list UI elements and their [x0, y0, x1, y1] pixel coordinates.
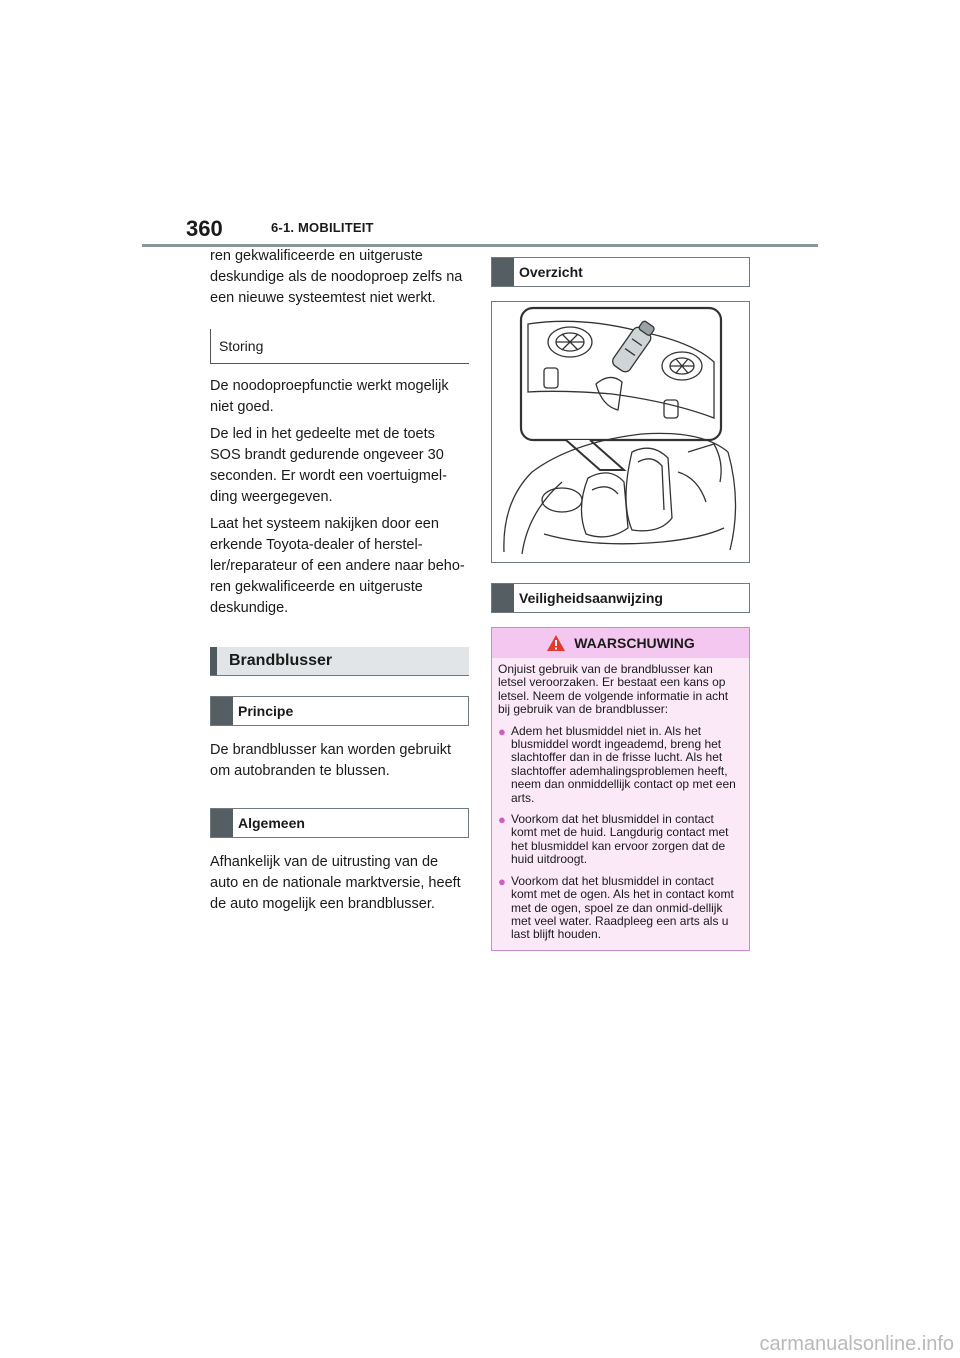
bullet-icon: ●: [498, 812, 506, 828]
veiligheid-heading-label: Veiligheidsaanwijzing: [519, 590, 663, 606]
chapter-title: 6-1. MOBILITEIT: [271, 220, 374, 235]
page-number: 360: [186, 216, 223, 241]
principe-paragraph: De brandblusser kan worden gebruikt om autobranden te blussen.: [210, 742, 451, 779]
principe-heading-label: Principe: [238, 703, 294, 719]
car-interior-drawing: [492, 302, 749, 560]
section-heading-label: Brandblusser: [229, 652, 333, 669]
storing-heading-label: Storing: [219, 338, 264, 354]
warning-box: [491, 627, 750, 951]
warning-item: [498, 875, 741, 942]
algemeen-paragraph: Afhankelijk van de uitrusting van de auto en de nationale marktversie, heeft de auto mogelijk een brandblusser.: [210, 854, 461, 912]
warning-item-text: Adem het blusmiddel niet in. Als het blusmiddel wordt ingeademd, breng het slachtoffer dan in de frisse lucht. Als het slachtoffer ademhalingsproblemen heeft, neem dan onmiddellijk contact op met een arts.: [511, 723, 736, 805]
warning-item: [498, 725, 741, 805]
warning-title: WAARSCHUWING: [574, 635, 695, 651]
subheading-bar: [492, 258, 514, 286]
left-column: [210, 246, 469, 921]
overzicht-heading-label: Overzicht: [519, 264, 583, 280]
subheading-bar: [211, 697, 233, 725]
intro-paragraph: ren gekwalificeerde en uitgeruste deskundige als de noodoproep zelfs na een nieuwe systeemtest niet werkt.: [210, 248, 463, 306]
warning-item: [498, 813, 741, 867]
subheading-bar: [492, 584, 514, 612]
storing-heading: [210, 329, 469, 364]
section-heading-bar: [210, 647, 217, 675]
right-column: [491, 257, 750, 951]
algemeen-heading-label: Algemeen: [238, 815, 305, 831]
storing-paragraph-1: De noodoproepfunctie werkt mogelijk niet goed.: [210, 378, 449, 415]
overzicht-heading: [491, 257, 750, 287]
veiligheid-heading: [491, 583, 750, 613]
warning-triangle-icon: [546, 634, 566, 652]
storing-paragraph-2: De led in het gedeelte met de toets SOS brandt gedurende ongeveer 30 seconden. Er wordt een voertuigmel-ding weergegeven.: [210, 426, 447, 505]
storing-paragraph-3: Laat het systeem nakijken door een erkende Toyota-dealer of herstel-ler/reparateur of een andere naar beho-ren gekwalificeerde en uitgeruste deskundige.: [210, 516, 465, 616]
bullet-icon: ●: [498, 723, 506, 739]
bullet-icon: ●: [498, 873, 506, 889]
warning-item-text: Voorkom dat het blusmiddel in contact komt met de ogen. Als het in contact komt met de ogen, spoel ze dan onmid-dellijk met veel water. Raadpleeg een arts als u last blijft houden.: [511, 873, 734, 942]
algemeen-heading: [210, 808, 469, 838]
subheading-bar: [211, 809, 233, 837]
principe-heading: [210, 696, 469, 726]
watermark: carmanualsonline.info: [759, 1333, 954, 1355]
fire-extinguisher-illustration: [491, 301, 750, 563]
warning-header: [492, 628, 749, 658]
warning-body: [492, 658, 749, 950]
warning-item-text: Voorkom dat het blusmiddel in contact komt met de huid. Langdurig contact met het blusmiddel kan ervoor zorgen dat de huid uitdroogt.: [511, 812, 729, 867]
section-heading-brandblusser: [210, 647, 469, 676]
warning-intro: Onjuist gebruik van de brandblusser kan letsel veroorzaken. Er bestaat een kans op letsel. Neem de volgende informatie in acht bij gebruik van de brandblusser:: [498, 662, 729, 717]
